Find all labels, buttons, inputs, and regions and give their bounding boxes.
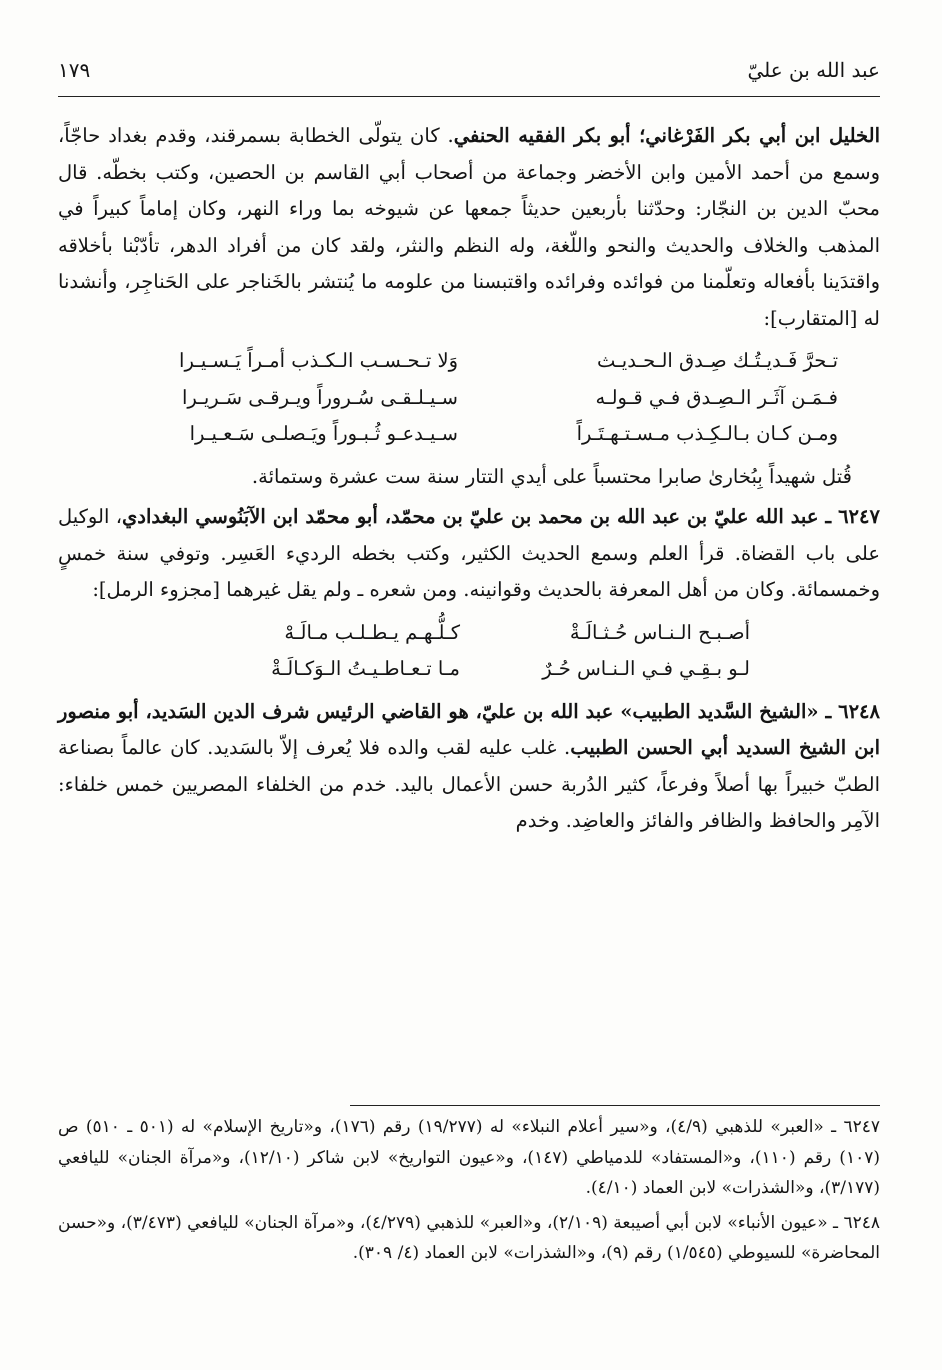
paragraph-khalil: الخليل ابن أبي بكر الفَرْغاني؛ أبو بكر الفقيه الحنفي. كان يتولّى الخطابة بسمرقند، وقدم بغداد حاجّاً، وسمع من أحمد الأمين وابن الأخضر وجماعة من أصحاب أبي القاسم بن الحصين، وكتب بخطّه. قال محبّ الدين بن النجّار: وحدّثنا بأربعين حديثاً جمعها عن شيوخه بما وراء النهر، وكان إماماً كبيراً في المذهب والخلاف والحديث والنحو واللّغة، وله النظم والنثر، ولقد كان من أفراد الدهر، تأدّبْنا بأخلاقه واقتدَينا بأفعاله وتعلّمنا من فوائده وفرائده واقتبسنا من علومه ما يُنتشر بالخَناجر على الحَناجِر، وأنشدنا له [المتقارب]: — [58, 124, 881, 330]
running-title: عبد الله بن عليّ — [747, 58, 880, 82]
footnotes — [58, 1112, 880, 1273]
footnote-rule — [350, 1105, 880, 1106]
hemistich-2: سـيـلـقـى سُـروراً ويـرقـى سَـريـرا — [181, 385, 458, 409]
verse-1-1 — [58, 343, 880, 380]
hemistich-2: مـا تـعـاطـيـتُ الـوَكـالَـةْ — [271, 657, 460, 680]
footnote-6247: ٦٢٤٧ ـ «العبر» للذهبي (٤/٩)، و«سير أعلام النبلاء» له (١٩/٢٧٧) رقم (١٧٦)، و«تاريخ الإسلام» له (٥٠١ ـ ٥١٠) ص (١٠٧) رقم (١١٠)، و«المستفاد» للدمياطي (١٤٧)، و«عيون التواريخ» لابن شاكر (١٢/١٠)، و«مرآة الجنان» لليافعي (٣/١٧٧)، و«الشذرات» لابن العماد (٤/١٠). — [58, 1117, 880, 1198]
verse-1-2 — [58, 380, 880, 417]
header-rule — [58, 96, 880, 97]
hemistich-2: كـلُّـهـم يـطـلـب مـالَـهْ — [284, 620, 460, 644]
poem-2 — [58, 615, 880, 688]
entry-6247: ٦٢٤٧ ـ عبد الله عليّ بن عبد الله بن محمد بن عليّ بن محمّد، أبو محمّد ابن الآبَنُوسي البغدادي، الوكيل على باب القضاة. قرأ العلم وسمع الحديث الكثير، وكتب بخطه الرديء العَسِر. وتوفي سنة خمسٍ وخمسمائة. وكان من أهل المعرفة بالحديث وقوانينه. ومن شعره ـ ولم يقل غيرهما [مجزوء الرمل]: — [58, 505, 880, 601]
verse-2-2 — [58, 651, 880, 688]
running-header — [58, 58, 880, 98]
verse-2-1 — [58, 615, 880, 652]
poem-1 — [58, 343, 880, 453]
main-text — [58, 118, 880, 844]
hemistich-1: ومـن كـان بـالـكِـذب مـسـتـهـتَـراً — [576, 422, 838, 445]
paragraph-death: قُتل شهيداً بِبُخارىٰ صابرا محتسباً على أيدي التتار سنة ست عشرة وستمائة. — [251, 464, 852, 488]
hemistich-1: لـو بـقِـي فـي الـنـاس حُـرٌ — [542, 657, 750, 680]
hemistich-1: فـمَـن آثَـر الـصِـدق فـي قـولـه — [595, 385, 838, 409]
hemistich-1: تـحرَّ فَـديـتُـك صِـدق الـحـديـث — [596, 349, 838, 372]
hemistich-2: وَلا تـحـسـب الـكـذب أمـراً يَـسـيـرا — [179, 349, 458, 372]
verse-1-3 — [58, 416, 880, 453]
hemistich-2: سـيـدعـو ثُـبـوراً ويَـصلـى سَـعـيـرا — [189, 422, 458, 445]
hemistich-1: أصـبـح الـنـاس حُـثـالَـةْ — [569, 620, 750, 644]
entry-6248: ٦٢٤٨ ـ «الشيخ السَّديد الطبيب» عبد الله بن عليّ، هو القاضي الرئيس شرف الدين السَديد، أبو منصور ابن الشيخ السديد أبي الحسن الطبيب. غلب عليه لقب والده فلا يُعرف إلاّ بالسَديد. كان عالماً بصناعة الطبّ خبيراً بها أصلاً وفرعاً، كثير الدُربة حسن الأعمال باليد. خدم من الخلفاء المصريين خمس خلفاء: الآمِر والحافظ والظافر والفائز والعاضِد. وخدم — [58, 699, 880, 832]
footnote-6248: ٦٢٤٨ ـ «عيون الأنباء» لابن أبي أصيبعة (٢/١٠٩)، و«العبر» للذهبي (٤/٢٧٩)، و«مرآة الجنان» لليافعي (٣/٤٧٣)، و«حسن المحاضرة» للسيوطي (١/٥٤٥) رقم (٩)، و«الشذرات» لابن العماد (٤/ ٣٠٩). — [58, 1212, 880, 1263]
page-number: ١٧٩ — [58, 58, 91, 82]
